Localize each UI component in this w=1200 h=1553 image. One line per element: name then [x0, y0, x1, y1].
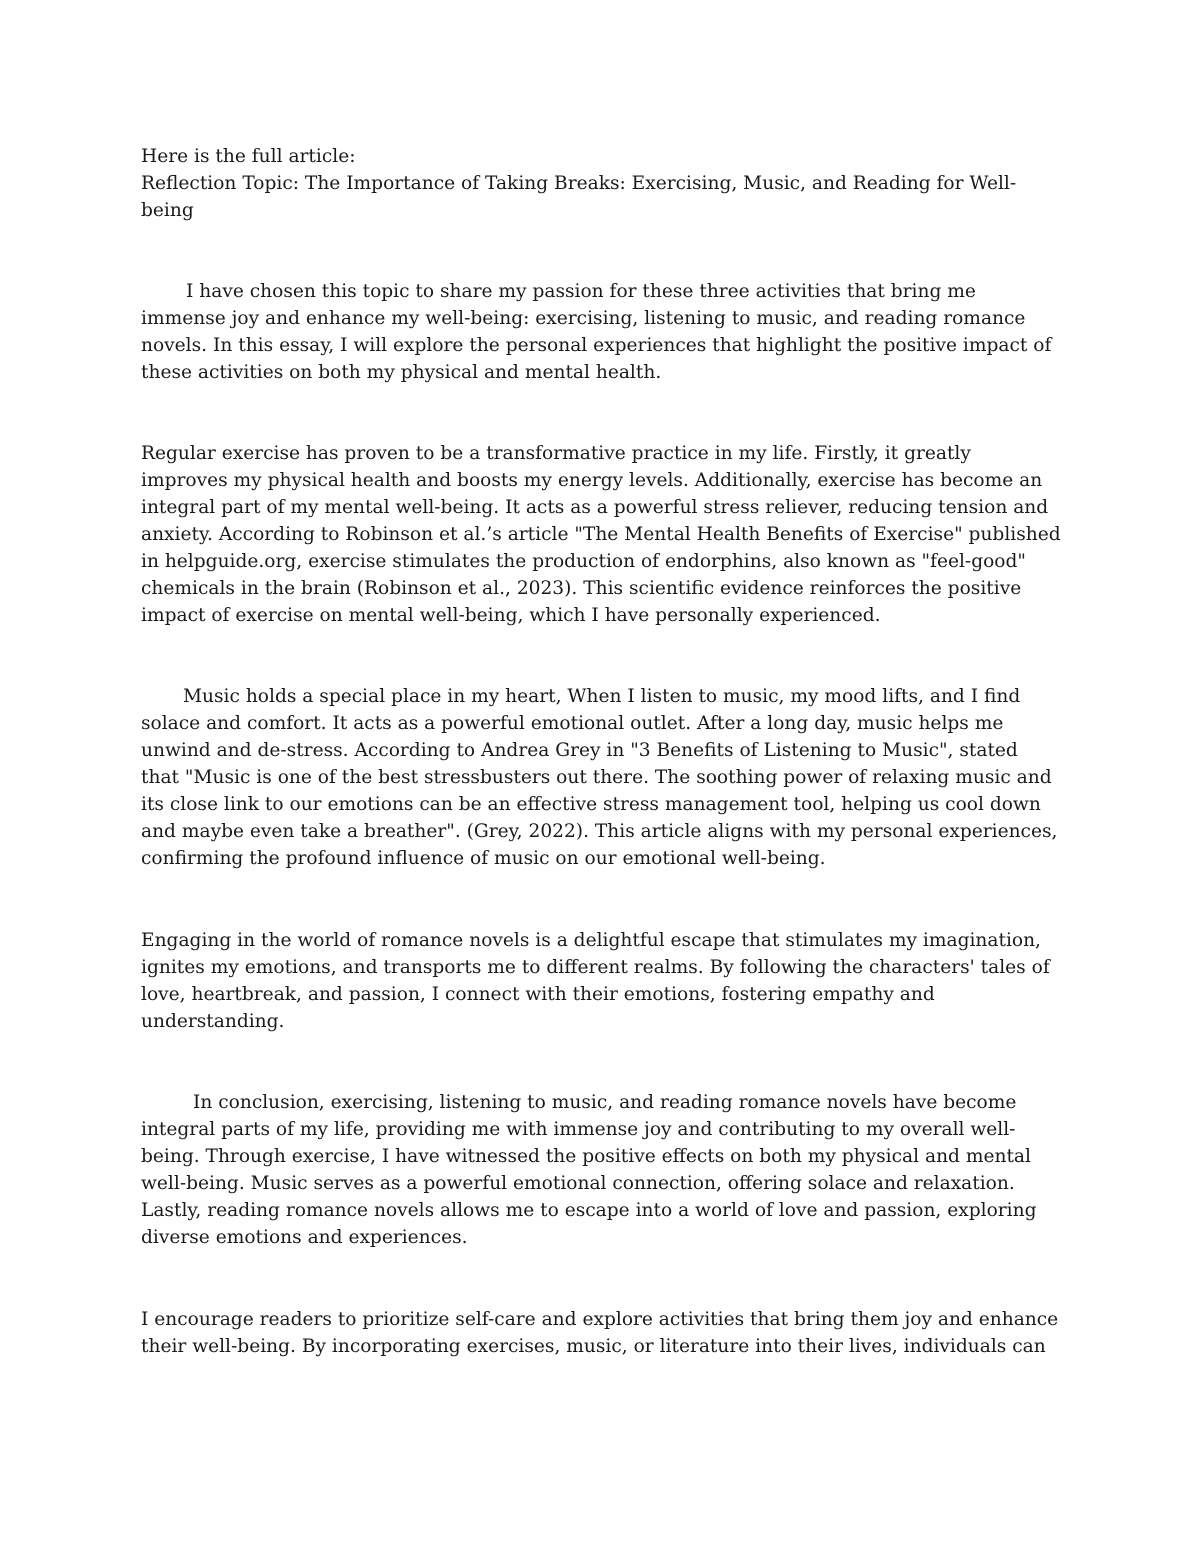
reflection-topic-title: Reflection Topic: The Importance of Taking Breaks: Exercising, Music, and Reading for Well-being [141, 173, 1017, 221]
paragraph-encouragement: I encourage readers to prioritize self-care and explore activities that bring them joy and enhance their well-being. By incorporating exercises, music, or literature into their lives, individuals can [141, 1309, 1059, 1357]
paragraph-music: Music holds a special place in my heart, When I listen to music, my mood lifts, and I find solace and comfort. It acts as a powerful emotional outlet. After a long day, music helps me unwind and de-stress. According to Andrea Grey in "3 Benefits of Listening to Music", stated that "Music is one of the best stressbusters out there. The soothing power of relaxing music and its close link to our emotions can be an effective stress management tool, helping us cool down and maybe even take a breather". (Grey, 2022). This article aligns with my personal experiences, confirming the profound influence of music on our emotional well-being. [141, 686, 1058, 869]
paragraph-conclusion: In conclusion, exercising, listening to music, and reading romance novels have become integral parts of my life, providing me with immense joy and contributing to my overall well-being. Through exercise, I have witnessed the positive effects on both my physical and mental well-being. Music serves as a powerful emotional connection, offering solace and relaxation. Lastly, reading romance novels allows me to escape into a world of love and passion, exploring diverse emotions and experiences. [141, 1092, 1037, 1248]
paragraph-introduction: I have chosen this topic to share my passion for these three activities that bring me immense joy and enhance my well-being: exercising, listening to music, and reading romance novels. In this essay, I will explore the personal experiences that highlight the positive impact of these activities on both my physical and mental health. [141, 281, 1052, 383]
intro-line: Here is the full article: [141, 146, 356, 167]
paragraph-romance-novels: Engaging in the world of romance novels is a delightful escape that stimulates my imagination, ignites my emotions, and transports me to different realms. By following the characters' tales of love, heartbreak, and passion, I connect with their emotions, fostering empathy and understanding. [141, 930, 1050, 1032]
paragraph-exercise: Regular exercise has proven to be a transformative practice in my life. Firstly, it greatly improves my physical health and boosts my energy levels. Additionally, exercise has become an integral part of my mental well-being. It acts as a powerful stress reliever, reducing tension and anxiety. According to Robinson et al.’s article "The Mental Health Benefits of Exercise" published in helpguide.org, exercise stimulates the production of endorphins, also known as "feel-good" chemicals in the brain (Robinson et al., 2023). This scientific evidence reinforces the positive impact of exercise on mental well-being, which I have personally experienced. [141, 443, 1061, 626]
